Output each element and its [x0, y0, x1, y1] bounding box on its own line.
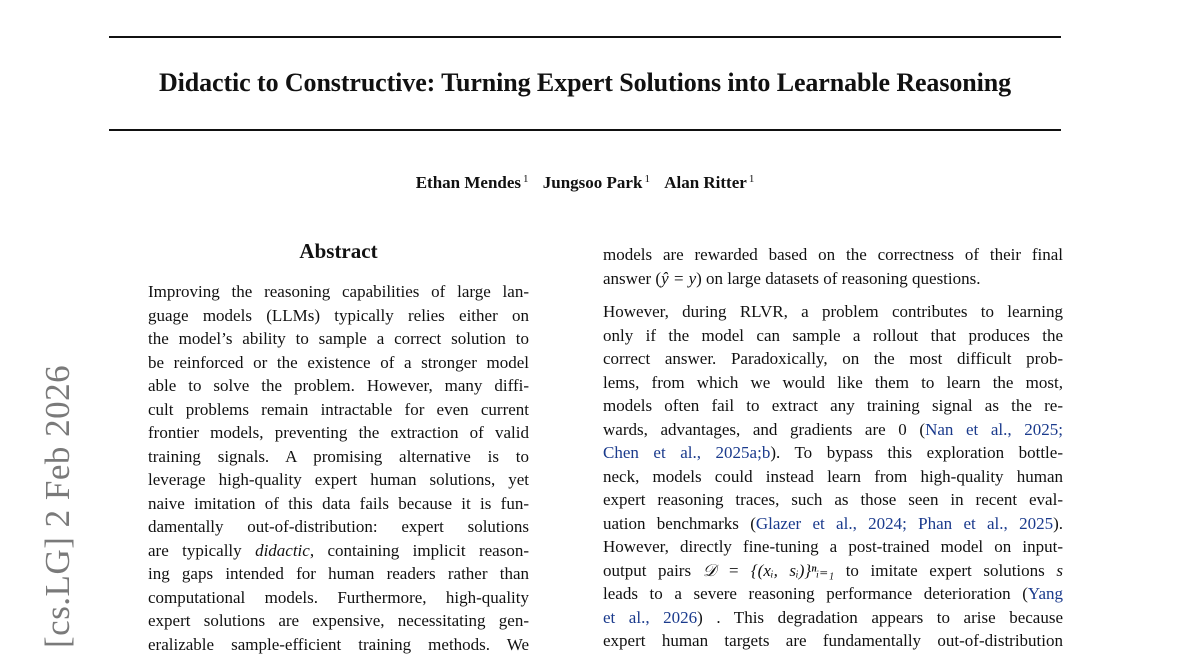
body-line: [603, 582, 1063, 606]
body-line: [603, 512, 1063, 536]
abstract-line: [148, 539, 529, 563]
text-run: ) . This degradation appears to arise because: [697, 608, 1063, 627]
abstract-line: the model’s ability to sample a correct solution to: [148, 327, 529, 351]
author-name: Alan Ritter: [664, 173, 747, 192]
abstract-line: leverage high-quality expert human solutions, yet: [148, 468, 529, 492]
body-line: [603, 559, 1063, 583]
text-run: uation benchmarks (: [603, 514, 756, 533]
text-run: answer (: [603, 269, 661, 288]
arxiv-side-stamp: [cs.LG] 2 Feb 2026: [38, 365, 78, 648]
text-run: , containing implicit reason-: [310, 541, 529, 560]
text-run: to imitate expert solutions: [834, 561, 1056, 580]
body-line: [603, 418, 1063, 442]
body-line: [603, 267, 1063, 291]
abstract-line: damentally out-of-distribution: expert solutions: [148, 515, 529, 539]
body-line: only if the model can sample a rollout that produces the: [603, 324, 1063, 348]
citation-link[interactable]: Phan et al., 2025: [918, 514, 1053, 533]
intro-column: [603, 243, 1063, 653]
math-dataset: 𝒟 = {(xᵢ, sᵢ)}ⁿᵢ₌₁: [703, 561, 834, 580]
abstract-line: ing gaps intended for human readers rather than: [148, 562, 529, 586]
body-line: expert reasoning traces, such as those seen in recent eval-: [603, 488, 1063, 512]
body-line: However, directly fine-tuning a post-trained model on input-: [603, 535, 1063, 559]
abstract-line: eralizable sample-efficient training methods. We: [148, 633, 529, 656]
text-run: ) on large datasets of reasoning questions.: [696, 269, 980, 288]
author-affiliation: 1: [749, 173, 755, 185]
abstract-line: Improving the reasoning capabilities of large lan-: [148, 280, 529, 304]
abstract-line: be reinforced or the existence of a stronger model: [148, 351, 529, 375]
abstract-line: computational models. Furthermore, high-quality: [148, 586, 529, 610]
citation-link[interactable]: Nan et al., 2025;: [925, 420, 1063, 439]
abstract-heading: Abstract: [148, 239, 529, 264]
author-list: [0, 173, 1170, 193]
body-line: [603, 606, 1063, 630]
abstract-line: cult problems remain intractable for even current: [148, 398, 529, 422]
body-line: [603, 441, 1063, 465]
author-2: [543, 173, 650, 192]
body-line: models are rewarded based on the correctness of their final: [603, 243, 1063, 267]
math-answer: ŷ = y: [661, 269, 696, 288]
citation-link[interactable]: Chen et al., 2025a;b: [603, 443, 770, 462]
text-run: are typically: [148, 541, 255, 560]
abstract-line: naive imitation of this data fails because it is fun-: [148, 492, 529, 516]
abstract-line: expert solutions are expensive, necessitating gen-: [148, 609, 529, 633]
body-line: neck, models could instead learn from high-quality human: [603, 465, 1063, 489]
body-line: expert human targets are fundamentally out-of-distribution: [603, 629, 1063, 653]
author-affiliation: 1: [523, 173, 529, 185]
abstract-line: frontier models, preventing the extraction of valid: [148, 421, 529, 445]
abstract-line: guage models (LLMs) typically relies either on: [148, 304, 529, 328]
emphasis-didactic: didactic: [255, 541, 310, 560]
body-line: correct answer. Paradoxically, on the most difficult prob-: [603, 347, 1063, 371]
paper-title: Didactic to Constructive: Turning Expert Solutions into Learnable Reasoning: [0, 68, 1170, 98]
author-name: Ethan Mendes: [416, 173, 521, 192]
author-affiliation: 1: [644, 173, 650, 185]
citation-separator: ;: [902, 514, 918, 533]
abstract-line: training signals. A promising alternative is to: [148, 445, 529, 469]
title-rule-bottom: [109, 129, 1061, 131]
paragraph-gap: [603, 290, 1063, 300]
text-run: ). To bypass this exploration bottle-: [770, 443, 1063, 462]
citation-link[interactable]: Glazer et al., 2024: [756, 514, 902, 533]
citation-link[interactable]: et al., 2026: [603, 608, 697, 627]
text-run: ).: [1053, 514, 1063, 533]
citation-link[interactable]: Yang: [1028, 584, 1063, 603]
author-1: [416, 173, 529, 192]
author-3: [664, 173, 754, 192]
body-line: lems, from which we would like them to learn the most,: [603, 371, 1063, 395]
body-line: However, during RLVR, a problem contributes to learning: [603, 300, 1063, 324]
author-name: Jungsoo Park: [543, 173, 643, 192]
abstract-line: able to solve the problem. However, many diffi-: [148, 374, 529, 398]
text-run: output pairs: [603, 561, 703, 580]
title-rule-top: [109, 36, 1061, 38]
body-line: models often fail to extract any training signal as the re-: [603, 394, 1063, 418]
abstract-body: [148, 280, 529, 656]
math-var-s: s: [1056, 561, 1063, 580]
text-run: leads to a severe reasoning performance deterioration (: [603, 584, 1028, 603]
text-run: wards, advantages, and gradients are 0 (: [603, 420, 925, 439]
